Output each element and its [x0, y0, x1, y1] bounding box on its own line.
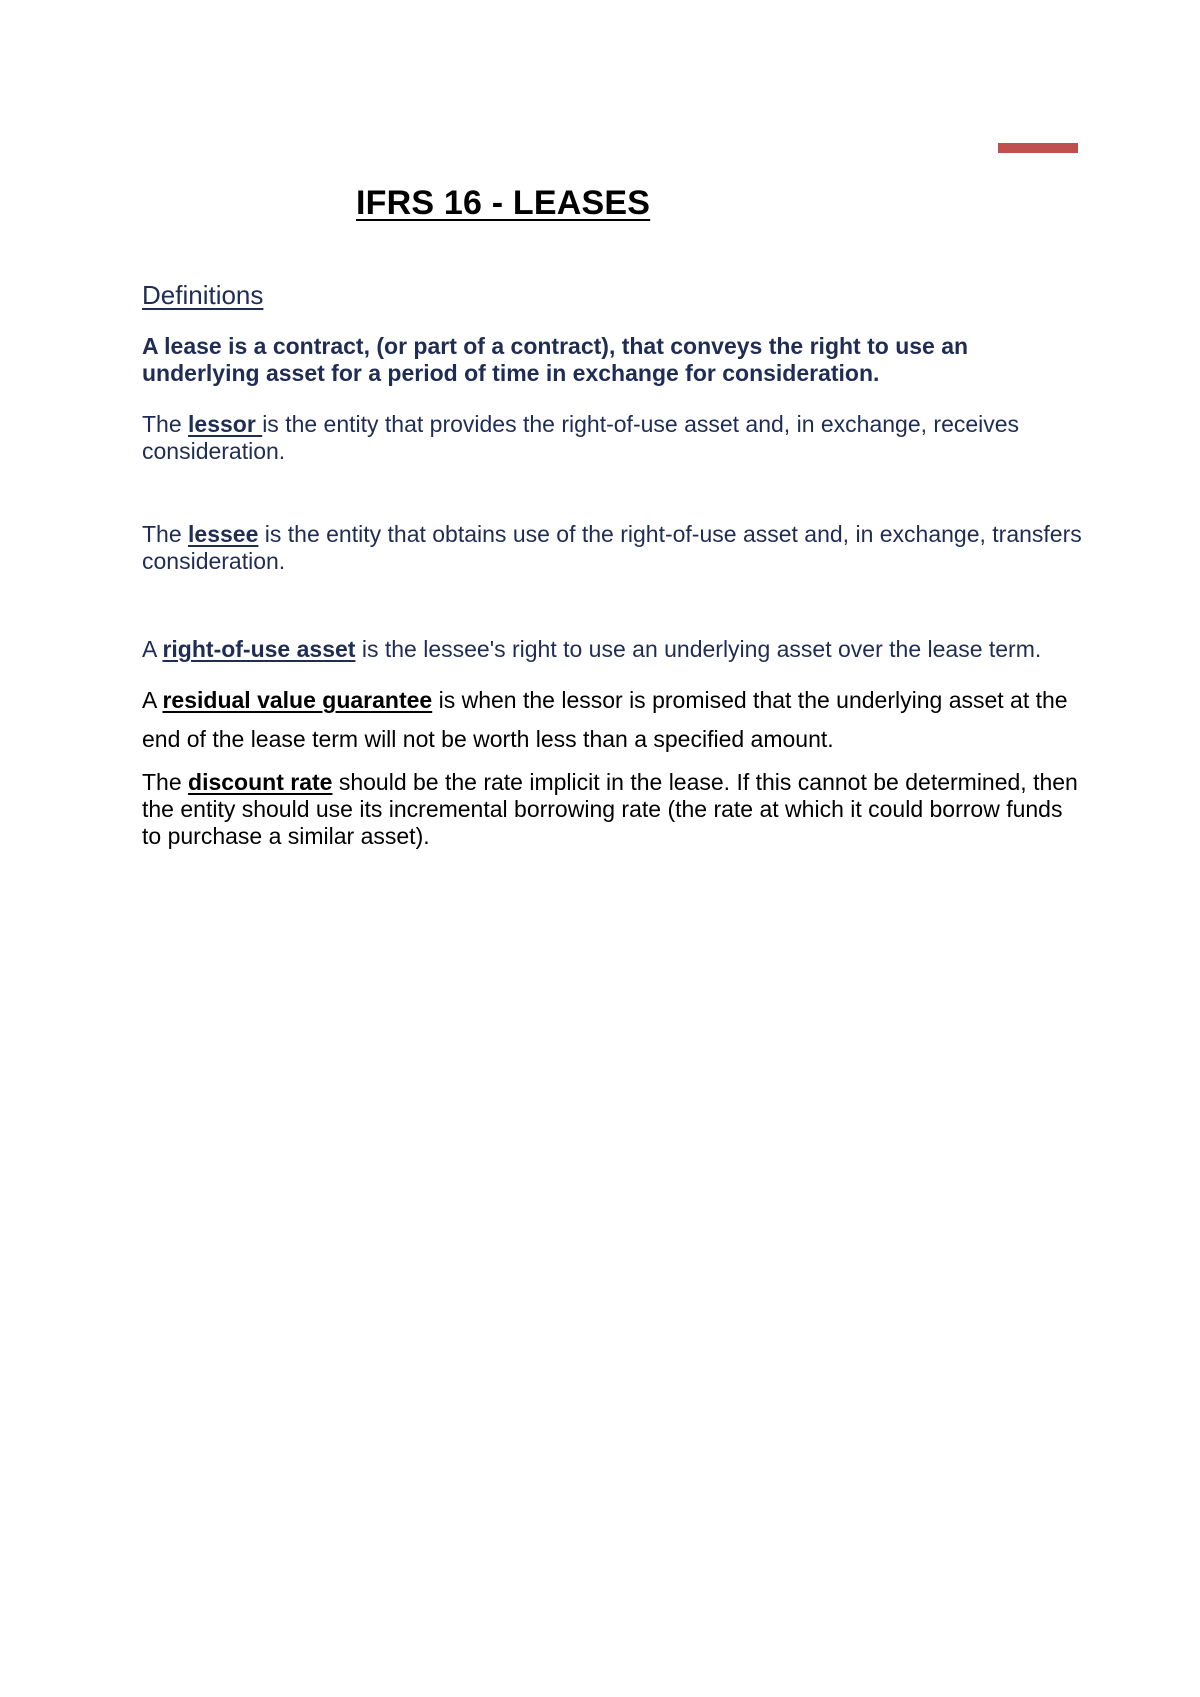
lessee-term: lessee [188, 521, 259, 547]
lease-definition: A lease is a contract, (or part of a contract), that conveys the right to use an underlying asset for a period of time in exchange for consideration. [142, 333, 969, 386]
header-accent-bar [998, 143, 1078, 153]
residual-value-text: is when the lessor is promised that the underlying asset at the end of the lease term will not be worth less than a specified amount. [142, 687, 1068, 752]
lessee-definition [142, 521, 1082, 575]
right-of-use-definition [142, 636, 1082, 663]
lessor-definition [142, 411, 1082, 465]
lessor-text: is the entity that provides the right-of-use asset and, in exchange, receives consideration. [142, 411, 1020, 464]
discount-rate-text: should be the rate implicit in the lease. If this cannot be determined, then the entity should use its incremental borrowing rate (the rate at which it could borrow funds to purchase a similar asset). [142, 769, 1078, 849]
residual-value-prefix: A [142, 687, 163, 713]
discount-rate-term: discount rate [188, 769, 333, 795]
discount-rate-definition [142, 769, 1082, 850]
lessee-prefix: The [142, 521, 189, 547]
lessor-term: lessor [188, 411, 263, 437]
lessor-prefix: The [142, 411, 189, 437]
residual-value-term: residual value guarantee [162, 687, 433, 713]
document-body [142, 280, 1082, 850]
page-title: IFRS 16 - LEASES [356, 184, 651, 222]
residual-value-definition [142, 681, 1082, 759]
lessee-text: is the entity that obtains use of the right-of-use asset and, in exchange, transfers consideration. [142, 521, 1082, 574]
right-of-use-prefix: A [142, 636, 163, 662]
discount-rate-prefix: The [142, 769, 189, 795]
right-of-use-text: is the lessee's right to use an underlying asset over the lease term. [355, 636, 1042, 662]
right-of-use-term: right-of-use asset [162, 636, 356, 662]
section-heading: Definitions [142, 280, 264, 310]
